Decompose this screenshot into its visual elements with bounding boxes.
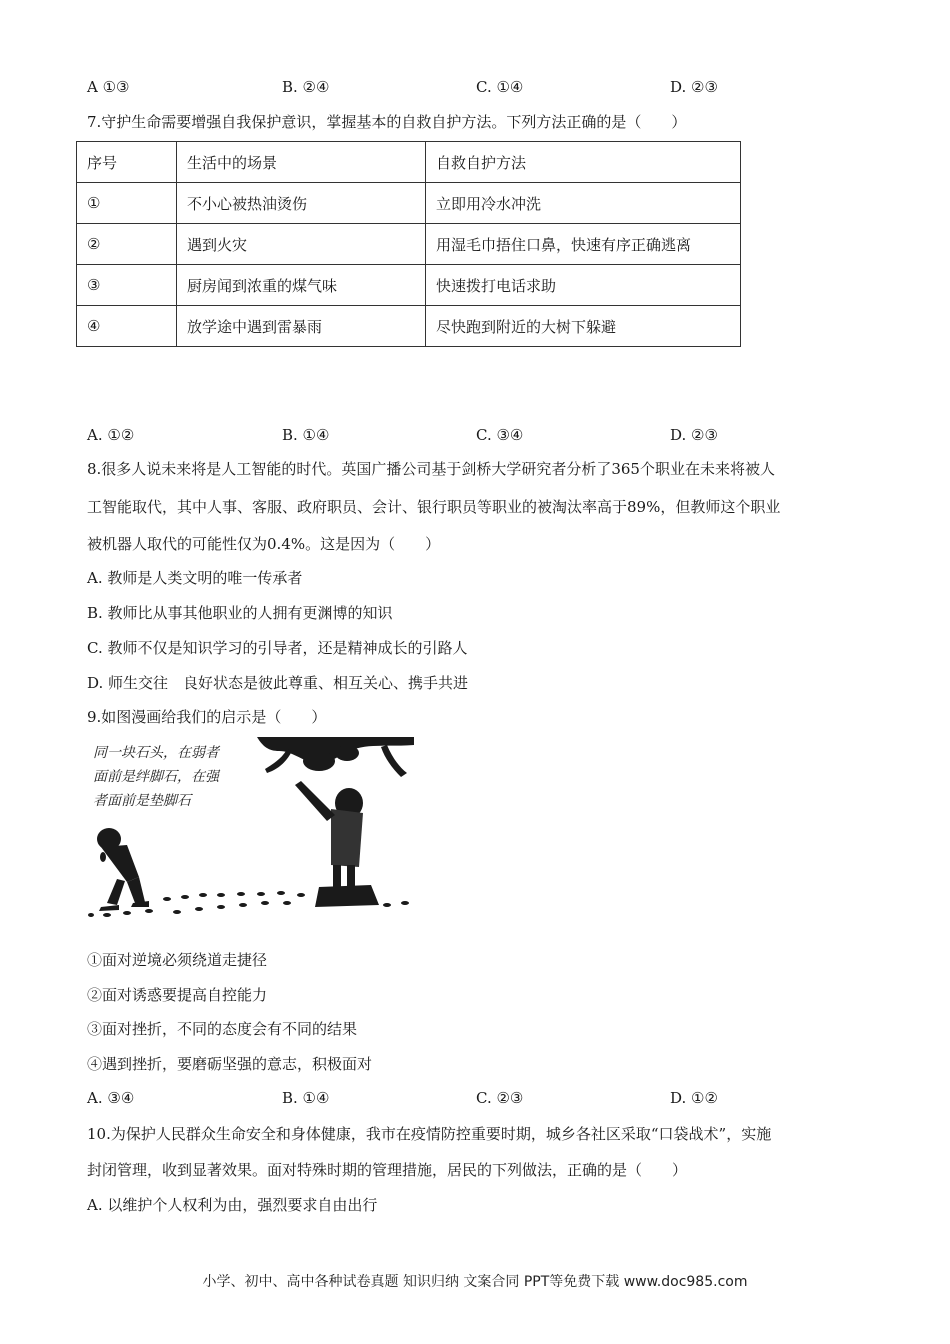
- table-row: [77, 265, 741, 306]
- q9-option-c: C. ②③: [476, 1089, 524, 1107]
- q9-option-a: A. ③④: [87, 1089, 135, 1107]
- table-cell: ②: [77, 224, 177, 265]
- q10-stem-line: 封闭管理，收到显著效果。面对特殊时期的管理措施，居民的下列做法，正确的是（ ）: [87, 1161, 688, 1179]
- q9-stem: 9.如图漫画给我们的启示是（ ）: [87, 708, 327, 726]
- table-cell: 放学途中遇到雷暴雨: [177, 306, 426, 347]
- table-cell: ④: [77, 306, 177, 347]
- q8-option-c: C. 教师不仅是知识学习的引导者，还是精神成长的引路人: [87, 639, 468, 657]
- q8-option-a: A. 教师是人类文明的唯一传承者: [87, 569, 303, 587]
- table-cell: 立即用冷水冲洗: [426, 183, 741, 224]
- table-row: [77, 183, 741, 224]
- q9-statement: ④遇到挫折，要磨砺坚强的意志，积极面对: [87, 1055, 373, 1073]
- table-header-cell: 生活中的场景: [177, 142, 426, 183]
- page-footer: 小学、初中、高中各种试卷真题 知识归纳 文案合同 PPT等免费下载 www.doc985.com: [202, 1274, 748, 1290]
- q7-option-a: A. ①②: [87, 426, 135, 444]
- table-cell: 用湿毛巾捂住口鼻，快速有序正确逃离: [426, 224, 741, 265]
- table-header-cell: 自救自护方法: [426, 142, 741, 183]
- cartoon-illustration: [87, 737, 414, 920]
- table-cell: 遇到火灾: [177, 224, 426, 265]
- table-header-row: [77, 142, 741, 183]
- q9-statement: ③面对挫折，不同的态度会有不同的结果: [87, 1020, 358, 1038]
- q7-option-c: C. ③④: [476, 426, 524, 444]
- table-cell: ③: [77, 265, 177, 306]
- q6-option-a: A ①③: [87, 78, 130, 96]
- table-cell: 尽快跑到附近的大树下躲避: [426, 306, 741, 347]
- q8-option-b: B. 教师比从事其他职业的人拥有更渊博的知识: [87, 604, 393, 622]
- q6-options: [87, 77, 887, 97]
- q7-options: [87, 425, 887, 445]
- cartoon-caption-line: 面前是绊脚石，在强: [93, 769, 219, 785]
- q10-stem-line: 10.为保护人民群众生命安全和身体健康，我市在疫情防控重要时期，城乡各社区采取“口袋战术”，实施: [87, 1125, 772, 1143]
- q7-option-d: D. ②③: [670, 426, 718, 444]
- table-row: [77, 306, 741, 347]
- q8-stem-line: 8.很多人说未来将是人工智能的时代。英国广播公司基于剑桥大学研究者分析了365个职业在未来将被人: [87, 460, 775, 478]
- q9-statement: ①面对逆境必须绕道走捷径: [87, 951, 268, 969]
- q8-stem-line: 工智能取代，其中人事、客服、政府职员、会计、银行职员等职业的被淘汰率高于89%，但教师这个职业: [87, 498, 781, 516]
- q6-option-c: C. ①④: [476, 78, 524, 96]
- q9-cartoon: [87, 737, 414, 920]
- table-cell: 不小心被热油烫伤: [177, 183, 426, 224]
- strong-person-icon: [295, 781, 379, 907]
- q7-stem: 7.守护生命需要增强自我保护意识，掌握基本的自救自护方法。下列方法正确的是（ ）: [87, 113, 687, 131]
- cartoon-caption-line: 同一块石头，在弱者: [93, 745, 219, 761]
- table-cell: 厨房闻到浓重的煤气味: [177, 265, 426, 306]
- q10-option-a: A. 以维护个人权利为由，强烈要求自由出行: [87, 1196, 378, 1214]
- q9-options: [87, 1088, 887, 1108]
- table-row: [77, 224, 741, 265]
- weak-person-icon: [97, 828, 149, 911]
- table-header-cell: 序号: [77, 142, 177, 183]
- q9-statement: ②面对诱惑要提高自控能力: [87, 986, 268, 1004]
- tree-branch-icon: [257, 737, 414, 777]
- q7-option-b: B. ①④: [282, 426, 330, 444]
- q8-stem-line: 被机器人取代的可能性仅为0.4%。这是因为（ ）: [87, 535, 441, 553]
- q9-option-b: B. ①④: [282, 1089, 330, 1107]
- q7-table: [76, 141, 741, 347]
- table-cell: ①: [77, 183, 177, 224]
- cartoon-caption-line: 者面前是垫脚石: [93, 793, 191, 809]
- table-cell: 快速拨打电话求助: [426, 265, 741, 306]
- q6-option-b: B. ②④: [282, 78, 330, 96]
- q8-option-d: D. 师生交往 良好状态是彼此尊重、相互关心、携手共进: [87, 674, 469, 692]
- q6-option-d: D. ②③: [670, 78, 718, 96]
- q9-option-d: D. ①②: [670, 1089, 718, 1107]
